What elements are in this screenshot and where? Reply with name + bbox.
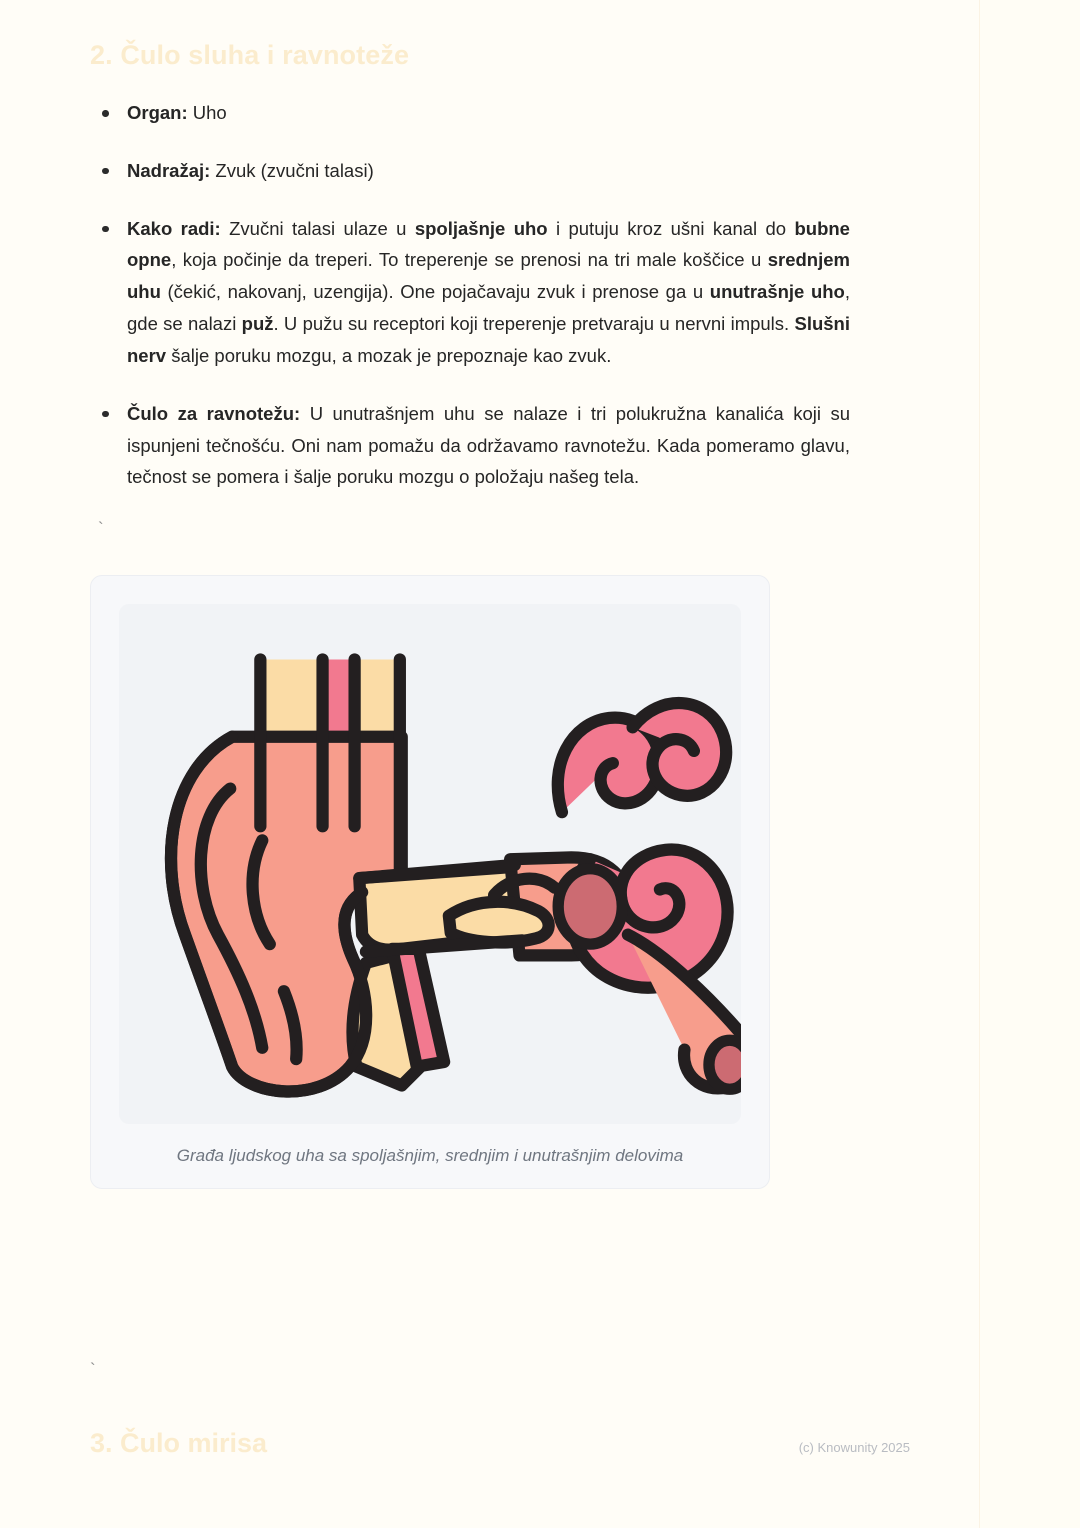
- ear-diagram-svg: [119, 609, 741, 1119]
- list-item-label: Organ:: [127, 102, 188, 123]
- list-item-label: Kako radi:: [127, 217, 221, 239]
- page-title: 2. Čulo sluha i ravnoteže: [90, 40, 410, 70]
- stray-backtick-bottom: `: [90, 1360, 96, 1379]
- list-item-text: Zvučni talasi ulaze u spoljašnje uho i putuju kroz ušni kanal do bubne opne, koja počinje da treperi. To treperenje se prenosi na tri male koščice u srednjem uhu (čekić, nakovanj, uzengija). One pojačavaju zvuk i prenose ga u unutrašnje uho, gde se nalazi puž. U pužu su receptori koji treperenje pretvaraju u nervni impuls. Slušni nerv šalje poruku mozgu, a mozak je prepoznaje kao zvuk.: [127, 217, 850, 366]
- document-content: [90, 40, 850, 1189]
- stray-backtick-top: `: [98, 519, 104, 539]
- next-section-title: 3. Čulo mirisa: [90, 1428, 268, 1458]
- list-item-text: Zvuk (zvučni talasi): [210, 159, 374, 181]
- list-item-text: Uho: [187, 102, 227, 123]
- list-item-text: U unutrašnjem uhu se nalaze i tri polukružna kanalića koji su ispunjeni tečnošću. Oni nam pomažu da održavamo ravnotežu. Kada pomeramo glavu, tečnost se pomera i šalje poruku mozgu o položaju našeg tela.: [127, 402, 850, 488]
- list-item: [90, 213, 850, 372]
- list-item-label: Čulo za ravnotežu:: [127, 402, 301, 424]
- list-item: [90, 97, 850, 129]
- list-item: [90, 155, 850, 187]
- page-right-margin: [979, 0, 1080, 1528]
- figure-caption: Građa ljudskog uha sa spoljašnjim, srednjim i unutrašnjim delovima: [176, 1146, 684, 1166]
- list-item: [90, 398, 850, 493]
- ear-anatomy-illustration: [119, 604, 741, 1124]
- figure-card: [90, 575, 770, 1189]
- footer-credit: (c) Knowunity 2025: [798, 1440, 910, 1455]
- bullet-list: [90, 97, 850, 493]
- list-item-label: Nadražaj:: [127, 159, 211, 181]
